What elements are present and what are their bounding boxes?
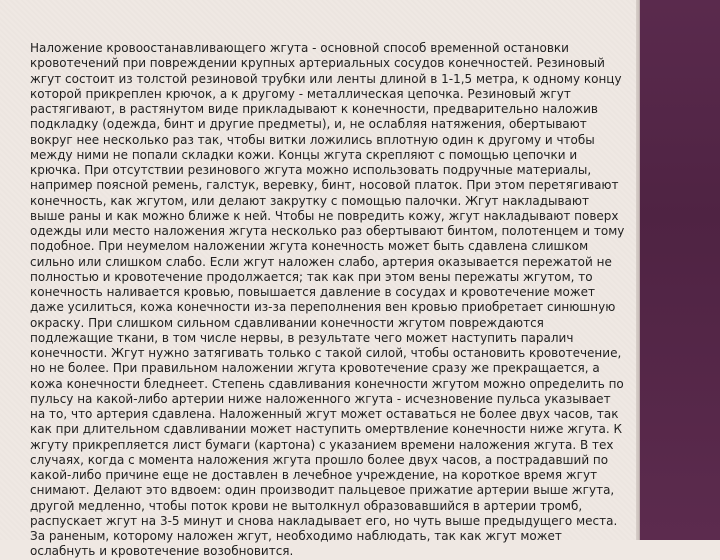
- decorative-side-panel: [640, 0, 720, 540]
- body-paragraph: Наложение кровоостанавливающего жгута - основной способ временной остановки кровотечений при повреждении крупных артериальных сосудов конечностей. Резиновый жгут состоит из толстой резиновой трубки или ленты длиной в 1-1,5 метра, к одному концу которой прикреплен крючок, а к другому - металлическая цепочка. Резиновый жгут растягивают, в растянутом виде прикладывают к конечности, предварительно наложив подкладку (одежда, бинт и другие предметы), и, не ослабляя натяжения, обертывают вокруг нее несколько раз так, чтобы витки ложились вплотную один к другому и чтобы между ними не попали складки кожи. Концы жгута скрепляют с помощью цепочки и крючка. При отсутствии резинового жгута можно использовать подручные материалы, например поясной ремень, галстук, веревку, бинт, носовой платок. При этом перетягивают конечность, как жгутом, или делают закрутку с помощью палочки. Жгут накладывают выше раны и как можно ближе к ней. Чтобы не повредить кожу, жгут накладывают поверх одежды или место наложения жгута несколько раз обертывают бинтом, полотенцем и тому подобное. При неумелом наложении жгута конечность может быть сдавлена слишком сильно или слишком слабо. Если жгут наложен слабо, артерия оказывается пережатой не полностью и кровотечение продолжается; так как при этом вены пережаты жгутом, то конечность наливается кровью, повышается давление в сосудах и кровотечение может даже усилиться, кожа конечности из-за переполнения вен кровью приобретает синюшную окраску. При слишком сильном сдавливании конечности жгутом повреждаются подлежащие ткани, в том числе нервы, в результате чего может наступить паралич конечности. Жгут нужно затягивать только с такой силой, чтобы остановить кровотечение, но не более. При правильном наложении жгута кровотечение сразу же прекращается, а кожа конечности бледнеет. Степень сдавливания конечности жгутом можно определить по пульсу на какой-либо артерии ниже наложенного жгута - исчезновение пульса указывает на то, что артерия сдавлена. Наложенный жгут может оставаться не более двух часов, так как при длительном сдавливании может наступить омертвление конечности ниже жгута. К жгуту прикрепляется лист бумаги (картона) с указанием времени наложения жгута. В тех случаях, когда с момента наложения жгута прошло более двух часов, а пострадавший по какой-либо причине еще не доставлен в лечебное учреждение, на короткое время жгут снимают. Делают это вдвоем: один производит пальцевое прижатие артерии выше жгута, другой медленно, чтобы поток крови не вытолкнул образовавшийся в артерии тромб, распускает жгут на 3-5 минут и снова накладывает его, но чуть выше предыдущего места. За раненым, которому наложен жгут, необходимо наблюдать, так как жгут может ослабнуть и кровотечение возобновится.: [30, 41, 625, 559]
